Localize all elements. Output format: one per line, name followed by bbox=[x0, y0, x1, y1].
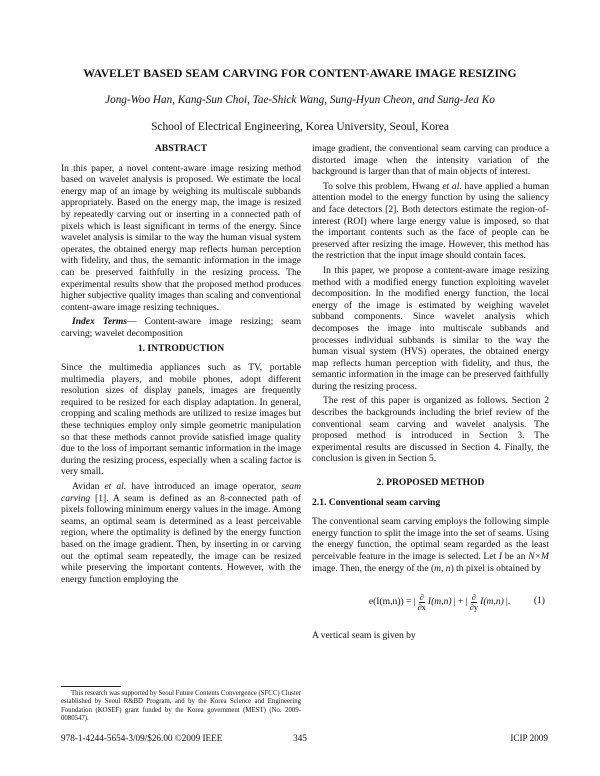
method-paragraph-1: The conventional seam carving employs the following simple energy function to split the image into the set of seams. Using the energy function, the optimal seam regarded as the least perceivable feature in the image is selected. Let I be an N×M image. Then, the energy of the (m, n) th pixel is obtained by bbox=[312, 516, 550, 574]
intro-continuation: image gradient, the conventional seam carving can produce a distorted image when the intensity variation of the background is larger than that of main objects of interest. bbox=[312, 143, 549, 178]
et-al: et al. bbox=[104, 481, 127, 493]
footnote-divider bbox=[61, 686, 121, 687]
abstract-heading: ABSTRACT bbox=[154, 143, 208, 154]
footer-isbn: 978-1-4244-5654-3/09/$26.00 ©2009 IEEE bbox=[61, 733, 223, 743]
paper-title: WAVELET BASED SEAM CARVING FOR CONTENT-AWARE IMAGE RESIZING bbox=[83, 67, 517, 80]
seam-carving-term: seam carving bbox=[61, 481, 301, 504]
affiliation: School of Electrical Engineering, Korea University, Seoul, Korea bbox=[151, 121, 449, 133]
author-list: Jong-Woo Han, Kang-Sun Choi, Tae-Shick Wang, Sung-Hyun Cheon, and Sung-Jea Ko bbox=[105, 94, 495, 106]
intro-paragraph-1: Since the multimedia appliances such as TV, portable multimedia players, and mobile phones, adopt different resolution sizes of display panels, images are frequently required to be resized for each display adaptation. In general, cropping and scaling methods are utilized to resize images but these techniques employ only simple geometric manipulation so that these methods cannot provide satisfied image quality due to the loss of important semantic information in the image during the resizing process, especially when a scaling factor is very small. bbox=[61, 362, 301, 478]
funding-note: This research was supported by Seoul Future Contents Convergence (SFCC) Cluster established by Seoul R&BD Program, and by the Korea Science and Engineering Foundation (KOSEF) grant funded by the Korea government (MEST) (No. 2009-0080547). bbox=[61, 690, 301, 723]
partial-x-fraction: $\frac{\partial}{\partial x}$ bbox=[417, 591, 426, 612]
method-heading: 2. PROPOSED METHOD bbox=[376, 477, 485, 489]
partial-y-fraction: $\frac{\partial}{\partial y}$ bbox=[469, 591, 479, 612]
method-paragraph-2: A vertical seam is given by bbox=[312, 630, 416, 642]
intro-paragraph-4: In this paper, we propose a content-aware image resizing method with a modified energy function exploiting wavelet decomposition. In the modified energy function, the local energy of the image is estimated by weighing wavelet subband components. Since wavelet analysis which decomposes the image into multiscale subbands and processes individual subbands is similar to the way the human visual system (HVS) operates, the obtained energy map reflects human perception with fidelity, and thus, the semantic information in the image can be preserved faithfully during the resizing process. bbox=[312, 264, 549, 392]
page-number: 345 bbox=[293, 733, 307, 743]
index-terms-text: — Content-aware image resizing; seam carving; wavelet decomposition bbox=[61, 316, 302, 339]
right-column bbox=[312, 143, 549, 645]
left-column bbox=[61, 143, 301, 588]
et-al: et al. bbox=[442, 180, 462, 192]
footnote bbox=[61, 690, 301, 724]
index-terms bbox=[61, 316, 301, 339]
intro-heading: 1. INTRODUCTION bbox=[137, 342, 225, 354]
equation-1: e(I(m,n)) = | $\frac{\partial}{\partial x}$ I(m,n) | + | $\frac{\partial}{\partial y}$ I(m,n) |. (1) bbox=[368, 591, 545, 612]
intro-paragraph-5: The rest of this paper is organized as follows. Section 2 describes the backgrounds including the brief review of the conventional seam carving and wavelet analysis. The proposed method is introduced in Section 3. The experimental results are discussed in Section 4. Finally, the conclusion is given in Section 5. bbox=[312, 395, 549, 465]
index-terms-label: Index Terms bbox=[72, 316, 127, 328]
conference-name: ICIP 2009 bbox=[510, 733, 548, 743]
intro-paragraph-2: Avidan et al. have introduced an image operator, seam carving [1]. A seam is defined as an 8-connected path of pixels following minimum energy values in the image. Among seams, an optimal seam is determined as a least perceivable region, where the optimality is defined by the energy function based on the image gradient. Then, by inserting in or carving out the optimal seam repeatedly, the image can be resized while preserving the important contents. However, with the energy function employing the bbox=[61, 481, 301, 585]
abstract-text: In this paper, a novel content-aware image resizing method based on wavelet analysis is proposed. We estimate the local energy map of an image by weighing its multiscale subbands appropriately. Based on the energy map, the image is resized by repeatedly carving out or inserting in a connected path of pixels which is least significant in terms of the energy. Since wavelet analysis is similar to the way the human visual system operates, the obtained energy map reflects human perception with fidelity, and thus, the semantic information in the image can be preserved faithfully in the resizing process. The experimental results show that the proposed method produces higher subjective quality images than scaling and conventional content-aware image resizing techniques. bbox=[61, 162, 301, 313]
intro-paragraph-3: To solve this problem, Hwang et al. have applied a human attention model to the energy function by using the saliency and face detectors [2]. Both detectors estimate the region-of-interest (ROI) where large energy value is imposed, so that the important contents such as the face of people can be preserved after resizing the image. However, this method has the restriction that the input image should contain faces. bbox=[312, 180, 550, 262]
equation-number: (1) bbox=[533, 595, 545, 607]
subsection-heading: 2.1. Conventional seam carving bbox=[312, 496, 441, 508]
